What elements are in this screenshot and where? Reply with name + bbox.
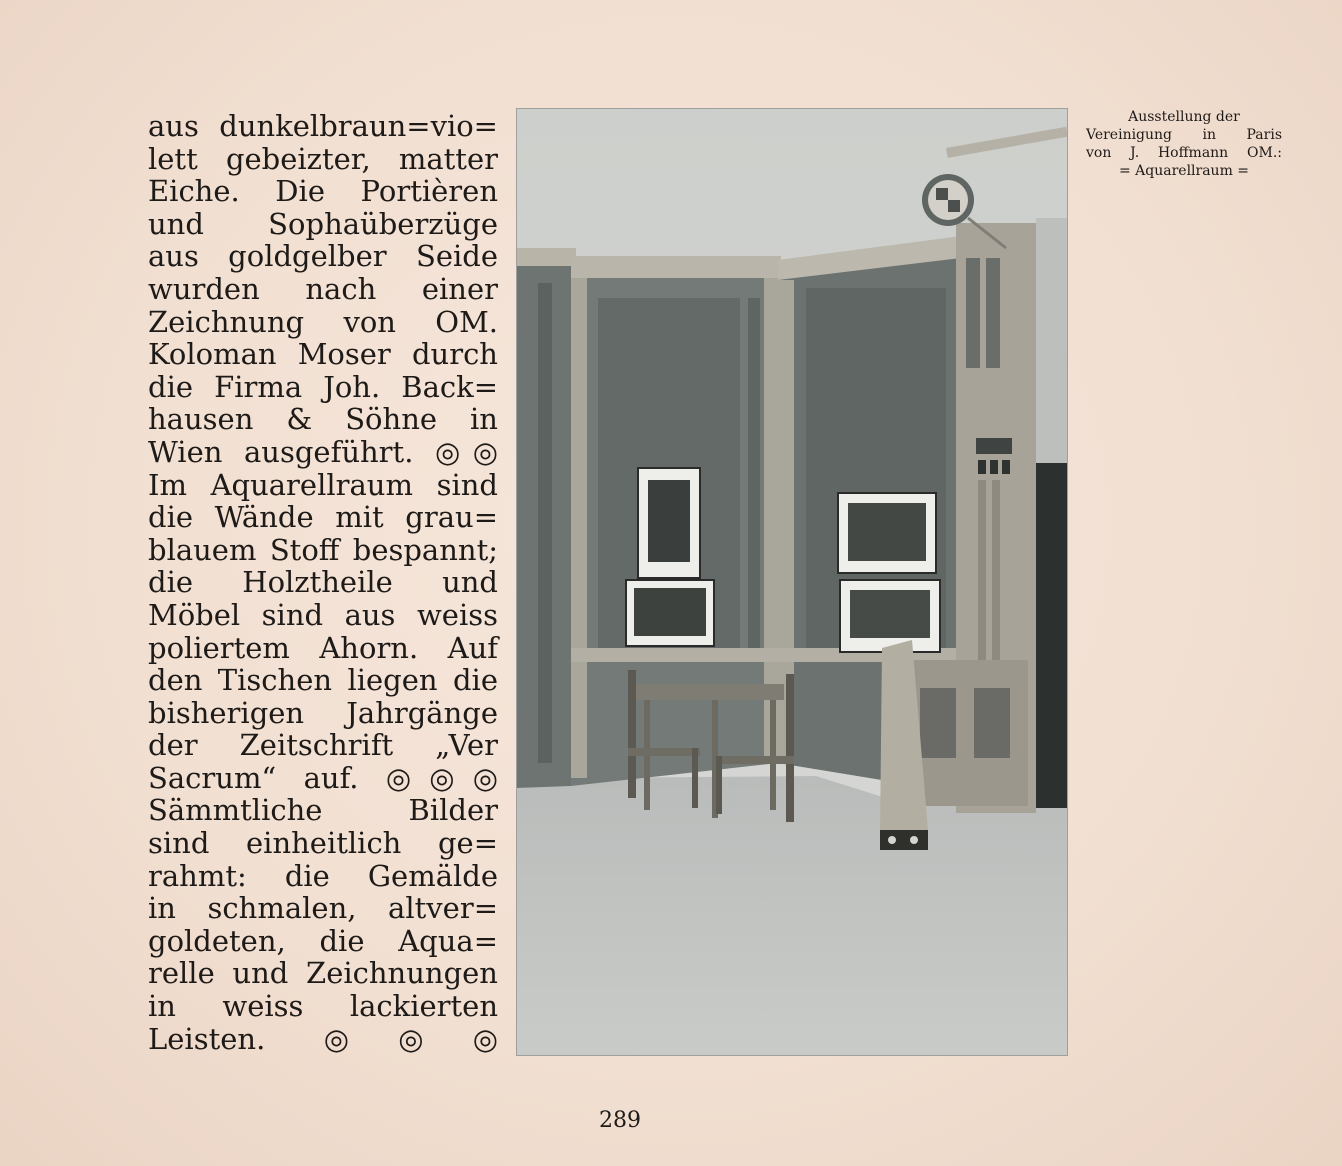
- text-line: hausen & Söhne in: [148, 402, 498, 437]
- caption-line: Vereinigung in Paris: [1086, 127, 1282, 143]
- text-line: Eiche. Die Portièren: [148, 174, 498, 209]
- text-line: die Firma Joh. Back=: [148, 369, 498, 404]
- text-line: und Sophaüberzüge: [148, 206, 498, 241]
- text-line: poliertem Ahorn. Auf: [148, 630, 498, 665]
- text-line: Koloman Moser durch: [148, 337, 498, 372]
- text-line: goldeten, die Aqua=: [148, 923, 498, 958]
- photo-caption: [1086, 108, 1282, 180]
- text-line: die Holztheile und: [148, 565, 498, 600]
- text-line: Sämmtliche Bilder: [148, 793, 498, 828]
- text-line: sind einheitlich ge=: [148, 826, 498, 861]
- text-line: rahmt: die Gemälde: [148, 858, 498, 893]
- text-line: aus dunkelbraun=vio=: [148, 109, 498, 143]
- text-line: der Zeitschrift „Ver: [148, 728, 498, 763]
- body-text-column: [148, 110, 498, 1055]
- text-line: Zeichnung von OM.: [148, 304, 498, 339]
- text-line: den Tischen liegen die: [148, 663, 498, 698]
- caption-line: Ausstellung der: [1128, 109, 1240, 125]
- text-line: Im Aquarellraum sind: [148, 467, 498, 502]
- exhibition-room-photo: [516, 108, 1068, 1056]
- text-line: lett gebeizter, matter: [148, 141, 498, 176]
- text-line: blauem Stoff bespannt;: [148, 532, 498, 567]
- text-line: in weiss lackierten: [148, 989, 498, 1024]
- text-line: die Wände mit grau=: [148, 500, 498, 535]
- text-line: in schmalen, altver=: [148, 891, 498, 926]
- text-line: relle und Zeichnungen: [148, 956, 498, 991]
- text-line: Wien ausgeführt. ◎◎: [148, 434, 498, 469]
- page-number: 289: [599, 1108, 641, 1133]
- caption-line: von J. Hoffmann OM.:: [1086, 145, 1282, 161]
- text-line: Leisten. ◎◎◎: [148, 1021, 498, 1056]
- text-line: aus goldgelber Seide: [148, 239, 498, 274]
- text-line: bisherigen Jahrgänge: [148, 695, 498, 730]
- text-line: Sacrum“ auf. ◎◎◎: [148, 760, 498, 795]
- caption-line: = Aquarellraum =: [1118, 163, 1250, 179]
- text-line: wurden nach einer: [148, 271, 498, 306]
- text-line: Möbel sind aus weiss: [148, 597, 498, 632]
